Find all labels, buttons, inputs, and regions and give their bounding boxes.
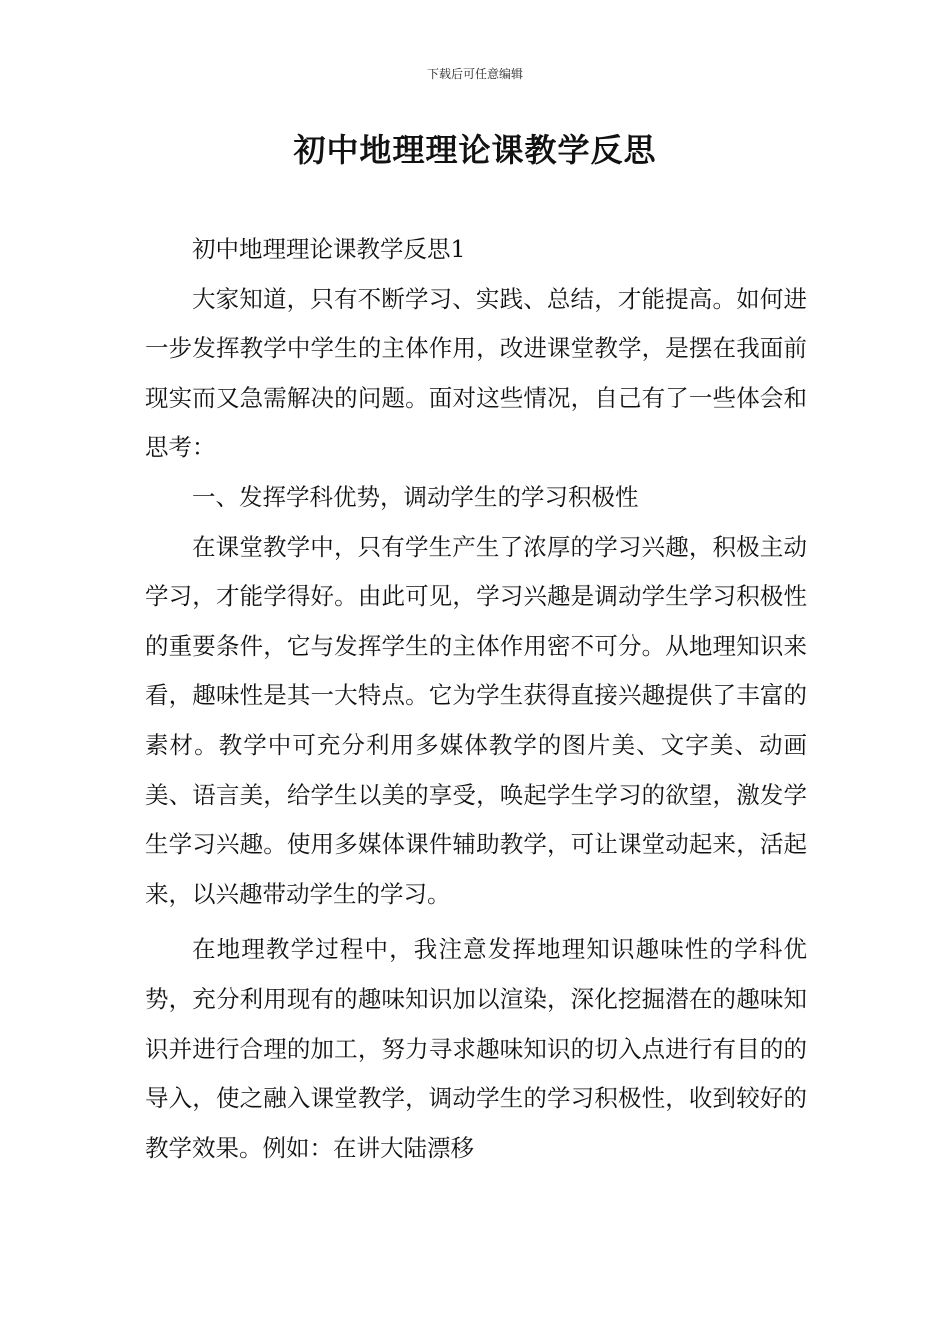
document-title: 初中地理理论课教学反思 <box>293 131 657 169</box>
section-heading-1: 一、发挥学科优势，调动学生的学习积极性 <box>192 482 639 511</box>
document-body <box>145 225 807 1173</box>
header-note: 下载后可任意编辑 <box>426 67 523 81</box>
paragraph-geography-teaching: 在地理教学过程中，我注意发挥地理知识趣味性的学科优势，充分利用现有的趣味知识加以渲染，深化挖掘潜在的趣味知识并进行合理的加工，努力寻求趣味知识的切入点进行有目的的导入，使之融入课堂教学，调动学生的学习积极性，收到较好的教学效果。例如：在讲大陆漂移 <box>145 935 807 1162</box>
paragraph-interest: 在课堂教学中，只有学生产生了浓厚的学习兴趣，积极主动学习，才能学得好。由此可见，学习兴趣是调动学生学习积极性的重要条件，它与发挥学生的主体作用密不可分。从地理知识来看，趣味性是其一大特点。它为学生获得直接兴趣提供了丰富的素材。教学中可充分利用多媒体教学的图片美、文字美、动画美、语言美，给学生以美的享受，唤起学生学习的欲望，激发学生学习兴趣。使用多媒体课件辅助教学，可让课堂动起来，活起来，以兴趣带动学生的学习。 <box>145 532 807 908</box>
section-subtitle: 初中地理理论课教学反思1 <box>192 235 466 263</box>
paragraph-intro: 大家知道，只有不断学习、实践、总结，才能提高。如何进一步发挥教学中学生的主体作用，改进课堂教学，是摆在我面前现实而又急需解决的问题。面对这些情况，自己有了一些体会和思考： <box>145 284 807 462</box>
